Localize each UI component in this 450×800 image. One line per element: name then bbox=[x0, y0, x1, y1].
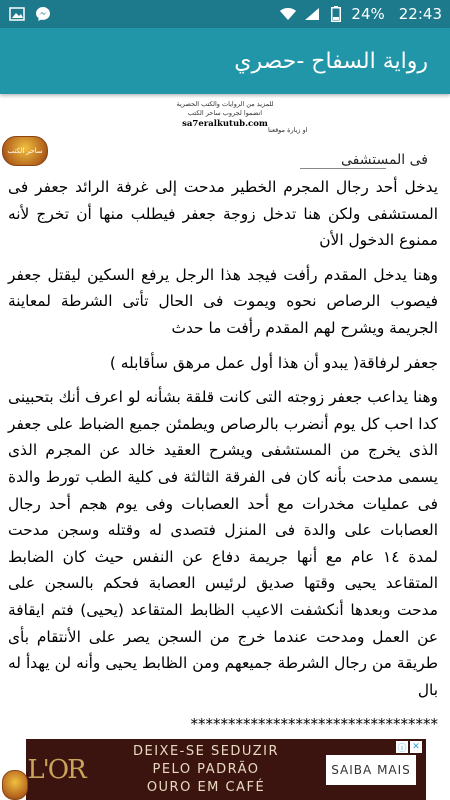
site-banner-line2: انضموا لجروب ساحر الكتب bbox=[187, 109, 263, 117]
messenger-icon bbox=[34, 5, 52, 23]
publisher-logo: ساحر الكتب bbox=[2, 136, 48, 166]
site-banner-line1: للمزيد من الروايات والكتب الحصرية bbox=[176, 100, 274, 108]
app-bar bbox=[0, 28, 450, 94]
story-text bbox=[8, 174, 438, 738]
story-paragraph: جعفر لرفاقة( يبدو أن هذا أول عمل مرهق سأقابله ) bbox=[109, 353, 438, 372]
story-paragraph: وهنا يداعب جعفر زوجته التى كانت قلقة بشأنه لو اعرف أنك بتحبينى كدا احب كل يوم أنضرب بالرصاص ويطمئن جميع الضباط على جعفر الذى يخرج من المستشفى ويشرح العقيد خالد عن المجرم الذى يسمى مدحت بأنه كان فى الفرقة الثالثة فى كلية الطب تورط والدة فى عمليات مخدرات مع أحد العصابات وفى يوم هجم أحد رجال العصابات على والدة فى المنزل فتصدى له وقتله وسجن مدحت لمدة ١٤ عام مع أنها جريمة دفاع عن النفس حيث كان الضابط المتقاعد يحيى وقتها صديق لرئيس العصابة فحكم بالسجن على مدحت وبعدها أنكشفت الاعيب الظابط المتقاعد (يحيى) فتم ايقافة عن العمل ومدحت عندما خرج من السجن يصر على الأنتقام بأى طريقة من رجال الشرطة جميعهم ومن الظابط يحيى وأنه لن يهدأ له بال bbox=[8, 388, 438, 699]
chapter-heading: فى المستشفى bbox=[340, 152, 428, 168]
reader-content[interactable] bbox=[0, 94, 450, 738]
app-title: رواية السفاح -حصري bbox=[234, 48, 428, 74]
section-separator: ********************************* bbox=[190, 715, 438, 734]
ad-line3: OURO EM CAFÉ bbox=[146, 779, 266, 795]
status-bar bbox=[0, 0, 450, 28]
chapter-heading-rule bbox=[300, 168, 386, 169]
ad-cta-button[interactable]: SAIBA MAIS bbox=[326, 755, 416, 785]
clock: 22:43 bbox=[398, 5, 442, 23]
site-url: sa7eralkutub.com bbox=[182, 119, 268, 129]
ad-banner[interactable] bbox=[26, 739, 426, 800]
signal-icon bbox=[303, 5, 321, 23]
battery-icon bbox=[327, 5, 345, 23]
story-paragraph: يدخل أحد رجال المجرم الخطير مدحت إلى غرفة الرائد جعفر فى المستشفى ولكن هنا تدخل زوجة جعفر فيطلب منها أن تخرج لأنه ممنوع الدخول الأن bbox=[8, 178, 438, 250]
ad-brand-logo: L'OR bbox=[27, 754, 85, 785]
ad-badges bbox=[396, 741, 422, 753]
story-paragraph: وهنا يدخل المقدم رأفت فيجد هذا الرجل يرفع السكين ليقتل جعفر فيصوب الرصاص نحوه ويموت فى الحال تأتى الشرطة لمعاينة الجريمة ويشرح لهم المقدم رأفت ما حدث bbox=[8, 265, 438, 337]
battery-percent: 24% bbox=[351, 5, 385, 23]
ad-close-icon[interactable]: ✕ bbox=[410, 741, 422, 753]
ad-line1: DEIXE-SE SEDUZIR bbox=[132, 743, 279, 759]
ad-info-icon[interactable]: ⓘ bbox=[396, 741, 408, 753]
wifi-icon bbox=[279, 5, 297, 23]
ad-line2: PELO PADRÃO bbox=[152, 761, 260, 777]
ad-copy bbox=[86, 743, 326, 797]
publisher-logo-small bbox=[2, 770, 28, 800]
site-visit-text: او زيارة موقعنا bbox=[268, 126, 308, 134]
image-icon bbox=[8, 5, 26, 23]
